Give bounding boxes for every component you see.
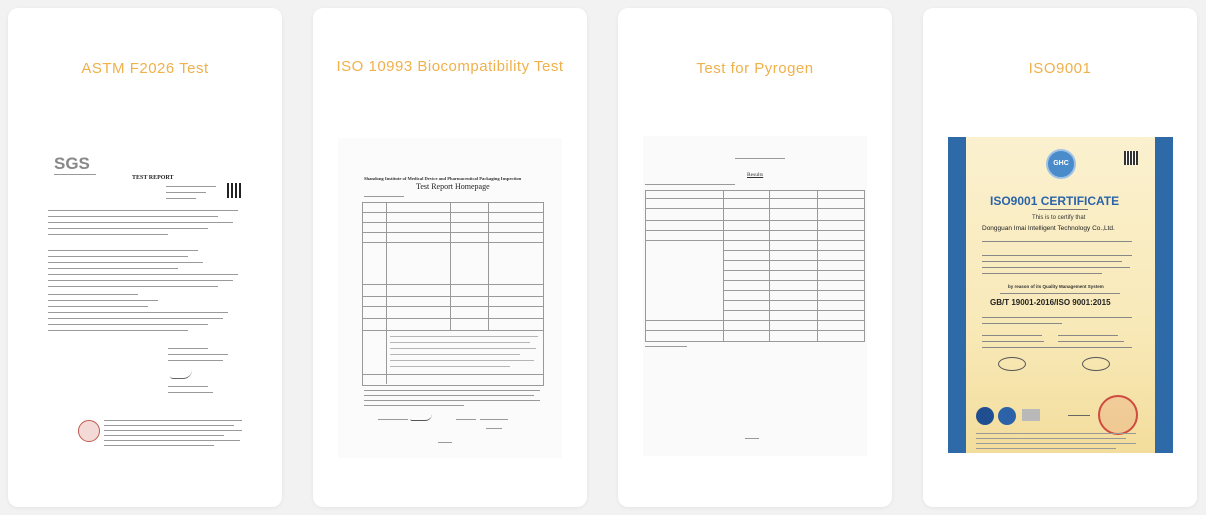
seal-mark-left [998, 357, 1026, 371]
seal-mark-right [1082, 357, 1110, 371]
official-seal [78, 420, 100, 442]
certificate-card-pyrogen[interactable] [618, 8, 892, 507]
ghc-badge: GHC [1046, 149, 1076, 179]
cnas-logo [998, 407, 1016, 425]
report-heading: Test Report Homepage [416, 182, 490, 191]
card-title: Test for Pyrogen [696, 60, 814, 77]
iso9001-certificate-image [948, 137, 1173, 453]
accreditation-mark [1022, 409, 1040, 421]
standard-text: GB/T 19001-2016/ISO 9001:2015 [990, 298, 1111, 307]
card-title: ISO9001 [1028, 60, 1092, 77]
certificate-card-iso9001[interactable] [923, 8, 1197, 507]
biocompatibility-report-image [338, 138, 562, 458]
card-title: ASTM F2026 Test [81, 60, 209, 77]
qr-code [227, 183, 242, 198]
certified-text: This is to certify that [1032, 215, 1086, 221]
certificate-card-astm[interactable] [8, 8, 282, 507]
sgs-logo: SGS [54, 154, 90, 173]
pyrogen-results-image [643, 136, 867, 456]
certificate-heading: ISO9001 CERTIFICATE [990, 194, 1120, 208]
card-title: ISO 10993 Biocompatibility Test [336, 58, 564, 75]
report-heading: TEST REPORT [132, 175, 174, 181]
red-seal [1098, 395, 1138, 435]
system-label: by reason of its Quality Management System [1008, 284, 1104, 289]
iaf-logo [976, 407, 994, 425]
institute-name: Shandong Institute of Medical Device and Pharmaceutical Packaging Inspection [364, 176, 522, 181]
certificate-card-iso10993[interactable] [313, 8, 587, 507]
qr-code [1124, 151, 1138, 165]
signature [410, 414, 432, 421]
company-name: Dongguan Imai Intelligent Technology Co.,Ltd. [982, 225, 1115, 232]
signature [170, 370, 192, 379]
sgs-test-report-image [44, 148, 248, 458]
report-table [362, 202, 544, 386]
results-heading: Results [747, 172, 764, 178]
